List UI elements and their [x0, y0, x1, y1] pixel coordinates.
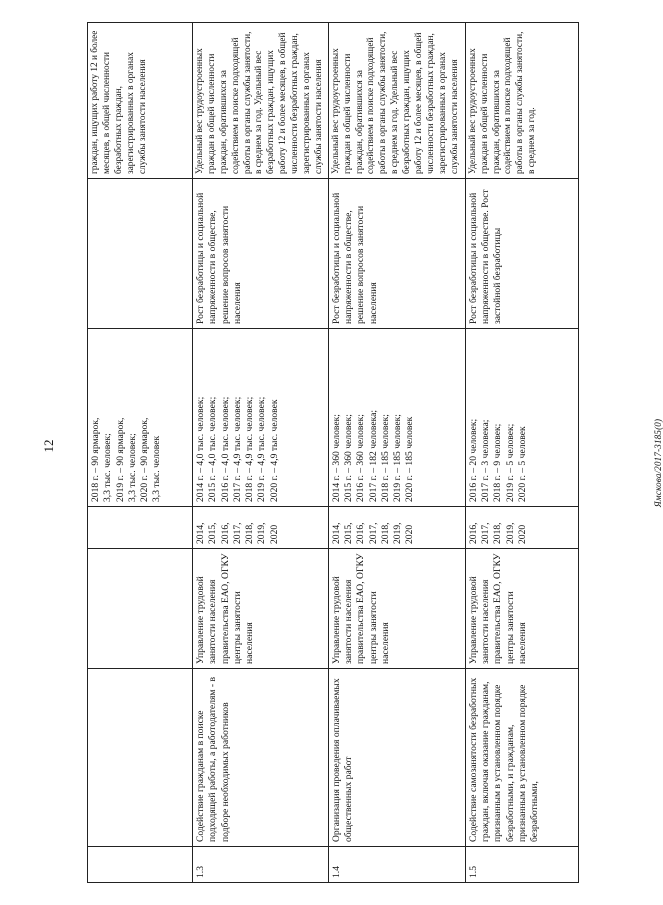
- year-line: 2016,: [467, 522, 479, 544]
- table-row: [328, 23, 465, 883]
- value-line: 2014 г. – 360 человек;: [330, 414, 342, 502]
- cell-indicator: Удельный вес трудоустроенных граждан в общей численности граждан, обратившихся за содействием в поиске подходящей работы в органы службы занятости, в среднем за год. Удельный вес безработных граждан, ищущих работу 12 и более месяцев, в общей численности безработных граждан, зарегистрированных в органах службы занятости населения: [328, 23, 465, 179]
- cell-executors: Управление трудовой занятости населения правительства ЕАО, ОГКУ центры занятости населения: [193, 549, 329, 669]
- year-line: 2014,: [330, 522, 342, 544]
- cell-values: [193, 329, 329, 507]
- year-line: 2017,: [367, 522, 379, 544]
- cell-risk: [88, 179, 193, 329]
- year-line: 2018,: [244, 522, 256, 544]
- value-line: 2019 г. – 5 человек;: [504, 423, 516, 502]
- value-line: 2017 г. – 3 человека;: [480, 419, 492, 502]
- cell-years: [465, 507, 578, 549]
- table-row: [193, 23, 329, 883]
- cell-indicator: Удельный вес трудоустроенных граждан в общей численности граждан, обратившихся за содействием в поиске подходящей работы в органы службы занятости, в среднем за год. Удельный вес безработных граждан, ищущих работу 12 и более месяцев, в общей численности безработных граждан, зарегистрированных в органах службы занятости населения: [193, 23, 329, 179]
- value-line: 2017 г. – 182 человека;: [367, 409, 379, 502]
- value-line: 2020 г. – 5 человек: [516, 426, 528, 502]
- cell-num: 1.4: [328, 847, 465, 883]
- cell-risk: Рост безработицы и социальной напряженности в обществе, решение вопросов занятости населения: [328, 179, 465, 329]
- cell-risk: Рост безработицы и социальной напряженности в обществе. Рост застойной безработицы: [465, 179, 578, 329]
- value-line: 2018 г. – 4,9 тыс. человек;: [244, 396, 256, 502]
- cell-activity: Содействие самозанятости безработных граждан, включая оказание гражданам, признанным в установленном порядке безработными, и гражданам, признанным в установленном порядке безработными,: [465, 669, 578, 847]
- cell-num: 1.3: [193, 847, 329, 883]
- year-line: 2018,: [379, 522, 391, 544]
- value-line: 3,3 тыс. человек;: [126, 433, 138, 502]
- cell-activity: [88, 669, 193, 847]
- page-number: 12: [41, 439, 56, 453]
- cell-risk: Рост безработицы и социальной напряженности в обществе, решение вопросов занятости населения: [193, 179, 329, 329]
- year-line: 2015,: [207, 522, 219, 544]
- year-line: 2018,: [492, 522, 504, 544]
- value-line: 2018 г. – 9 человек;: [492, 423, 504, 502]
- cell-executors: [88, 549, 193, 669]
- year-line: 2020: [516, 524, 528, 544]
- cell-values: [88, 329, 193, 507]
- table-row-continuation: [88, 23, 193, 883]
- cell-years: [328, 507, 465, 549]
- cell-indicator: граждан, ищущих работу 12 и более месяцев, в общей численности безработных граждан, зарегистрированных в органах службы занятости населения: [88, 23, 193, 179]
- year-line: 2016,: [219, 522, 231, 544]
- cell-num: 1.5: [465, 847, 578, 883]
- value-line: 2015 г. – 4,0 тыс. человек;: [207, 396, 219, 502]
- rotated-table-container: [87, 23, 557, 883]
- document-code: Ямскова/2017-3185(0): [653, 418, 663, 508]
- value-line: 3,3 тыс. человек: [151, 435, 163, 502]
- cell-num: [88, 847, 193, 883]
- year-line: 2015,: [343, 522, 355, 544]
- value-line: 2016 г. – 360 человек;: [355, 414, 367, 502]
- year-line: 2019,: [392, 522, 404, 544]
- table-row: [465, 23, 578, 883]
- value-line: 2019 г. – 90 ярмарок,: [114, 417, 126, 502]
- cell-values: [328, 329, 465, 507]
- year-line: 2019,: [504, 522, 516, 544]
- cell-years: [193, 507, 329, 549]
- value-line: 2014 г. – 4,0 тыс. человек;: [195, 396, 206, 502]
- year-line: 2020: [404, 524, 416, 544]
- value-line: 2020 г. – 4,9 тыс. человек: [268, 399, 280, 502]
- year-line: 2017,: [480, 522, 492, 544]
- value-line: 2018 г. – 90 ярмарок,: [90, 417, 101, 502]
- value-line: 2016 г. – 20 человек;: [467, 418, 479, 502]
- year-line: 2014,: [195, 522, 206, 544]
- value-line: 2020 г. – 90 ярмарок,: [139, 417, 151, 502]
- value-line: 2016 г. – 4,0 тыс. человек;: [219, 396, 231, 502]
- year-line: 2017,: [231, 522, 243, 544]
- cell-executors: Управление трудовой занятости населения правительства ЕАО, ОГКУ центры занятости населения: [328, 549, 465, 669]
- cell-indicator: Удельный вес трудоустроенных граждан в общей численности граждан, обратившихся за содействием в поиске подходящей работы в органы службы занятости, в среднем за год.: [465, 23, 578, 179]
- year-line: 2020: [268, 524, 280, 544]
- value-line: 2017 г. – 4,9 тыс. человек;: [231, 396, 243, 502]
- cell-executors: Управление трудовой занятости населения правительства ЕАО, ОГКУ центры занятости населения: [465, 549, 578, 669]
- program-activities-table: [87, 22, 579, 883]
- cell-activity: Содействие гражданам в поиске подходящей работы, а работодателям - в подборе необходимых работников: [193, 669, 329, 847]
- year-line: 2016,: [355, 522, 367, 544]
- value-line: 2020 г. – 185 человек: [404, 416, 416, 502]
- value-line: 2019 г. – 185 человек;: [392, 414, 404, 502]
- cell-activity: Организация проведения оплачиваемых общественных работ: [328, 669, 465, 847]
- value-line: 2018 г. – 185 человек;: [379, 414, 391, 502]
- value-line: 3,3 тыс. человек;: [102, 433, 114, 502]
- value-line: 2019 г. – 4,9 тыс. человек;: [256, 396, 268, 502]
- cell-years: [88, 507, 193, 549]
- value-line: 2015 г. – 360 человек;: [343, 414, 355, 502]
- cell-values: [465, 329, 578, 507]
- year-line: 2019,: [256, 522, 268, 544]
